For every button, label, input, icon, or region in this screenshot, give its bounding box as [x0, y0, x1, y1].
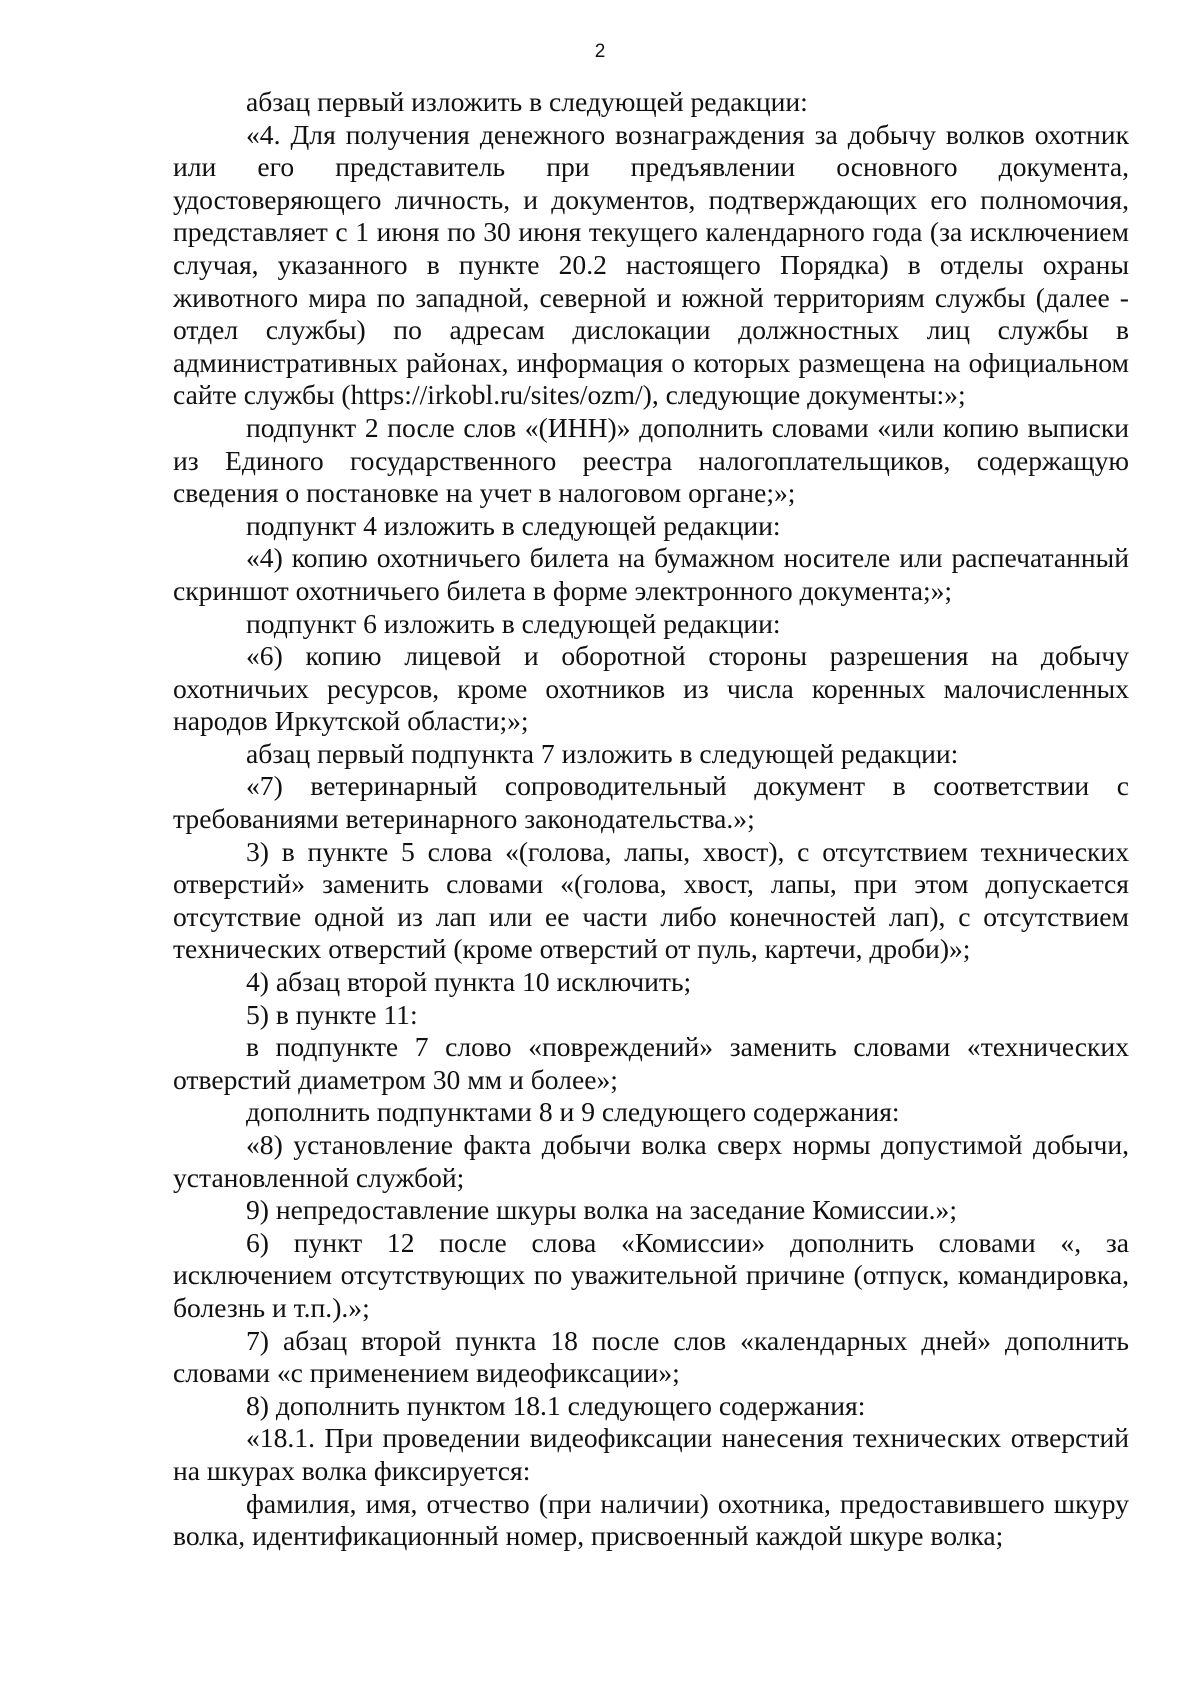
page-number: 2	[594, 41, 606, 62]
paragraph: абзац первый изложить в следующей редакции:	[246, 86, 808, 117]
paragraph: подпункт 4 изложить в следующей редакции:	[246, 509, 781, 541]
paragraph: «6) копию лицевой и оборотной стороны разрешения на добычу охотничьих ресурсов, кроме охотников из числа коренных малочисленных народов Иркутской области;»;	[173, 640, 1129, 737]
paragraph: 5) в пункте 11:	[246, 998, 418, 1030]
paragraph: «4. Для получения денежного вознаграждения за добычу волков охотник или его представитель при предъявлении основного документа, удостоверяющего личность, и документов, подтверждающих его полномочия, представляет с 1 июня по 30 июня текущего календарного года (за исключением случая, указанного в пункте 20.2 настоящего Порядка) в отделы охраны животного мира по западной, северной и южной территориям службы (далее - отдел службы) по адресам дислокации должностных лиц службы в административных районах, информация о которых размещена на официальном сайте службы (https://irkobl.ru/sites/ozm/), следующие документы:»;	[173, 118, 1129, 411]
paragraph: «18.1. При проведении видеофиксации нанесения технических отверстий на шкурах волка фиксируется:	[173, 1422, 1129, 1486]
paragraph: 6) пункт 12 после слова «Комиссии» дополнить словами «, за исключением отсутствующих по уважительной причине (отпуск, командировка, болезнь и т.п.).»;	[173, 1226, 1129, 1323]
paragraph: 8) дополнить пунктом 18.1 следующего содержания:	[246, 1389, 866, 1421]
paragraph: «7) ветеринарный сопроводительный документ в соответствии с требованиями ветеринарного законодательства.»;	[173, 770, 1129, 835]
paragraph: «8) установление факта добычи волка сверх нормы допустимой добычи, установленной службой;	[173, 1129, 1129, 1193]
paragraph: 4) абзац второй пункта 10 исключить;	[246, 966, 692, 998]
paragraph: 3) в пункте 5 слова «(голова, лапы, хвост), с отсутствием технических отверстий» заменить словами «(голова, хвост, лапы, при этом допускается отсутствие одной из лап или ее части либо конечностей лап), с отсутствием технических отверстий (кроме отверстий от пуль, картечи, дроби)»;	[173, 835, 1129, 965]
paragraph: дополнить подпунктами 8 и 9 следующего содержания:	[246, 1096, 900, 1128]
paragraph: 7) абзац второй пункта 18 после слов «календарных дней» дополнить словами «с применением видеофиксации»;	[173, 1324, 1129, 1389]
paragraph: «4) копию охотничьего билета на бумажном носителе или распечатанный скриншот охотничьего билета в форме электронного документа;»;	[173, 542, 1129, 606]
paragraph: 9) непредоставление шкуры волка на заседание Комиссии.»;	[246, 1194, 958, 1226]
document-body	[173, 86, 1129, 1553]
paragraph: в подпункте 7 слово «повреждений» заменить словами «технических отверстий диаметром 30 мм и более»;	[173, 1031, 1129, 1095]
paragraph: подпункт 2 после слов «(ИНН)» дополнить словами «или копию выписки из Единого государственного реестра налогоплательщиков, содержащую сведения о постановке на учет в налоговом органе;»;	[173, 411, 1129, 509]
paragraph: подпункт 6 изложить в следующей редакции:	[246, 607, 781, 639]
paragraph: фамилия, имя, отчество (при наличии) охотника, предоставившего шкуру волка, идентификационный номер, присвоенный каждой шкуре волка;	[173, 1487, 1129, 1552]
paragraph: абзац первый подпункта 7 изложить в следующей редакции:	[246, 737, 959, 769]
